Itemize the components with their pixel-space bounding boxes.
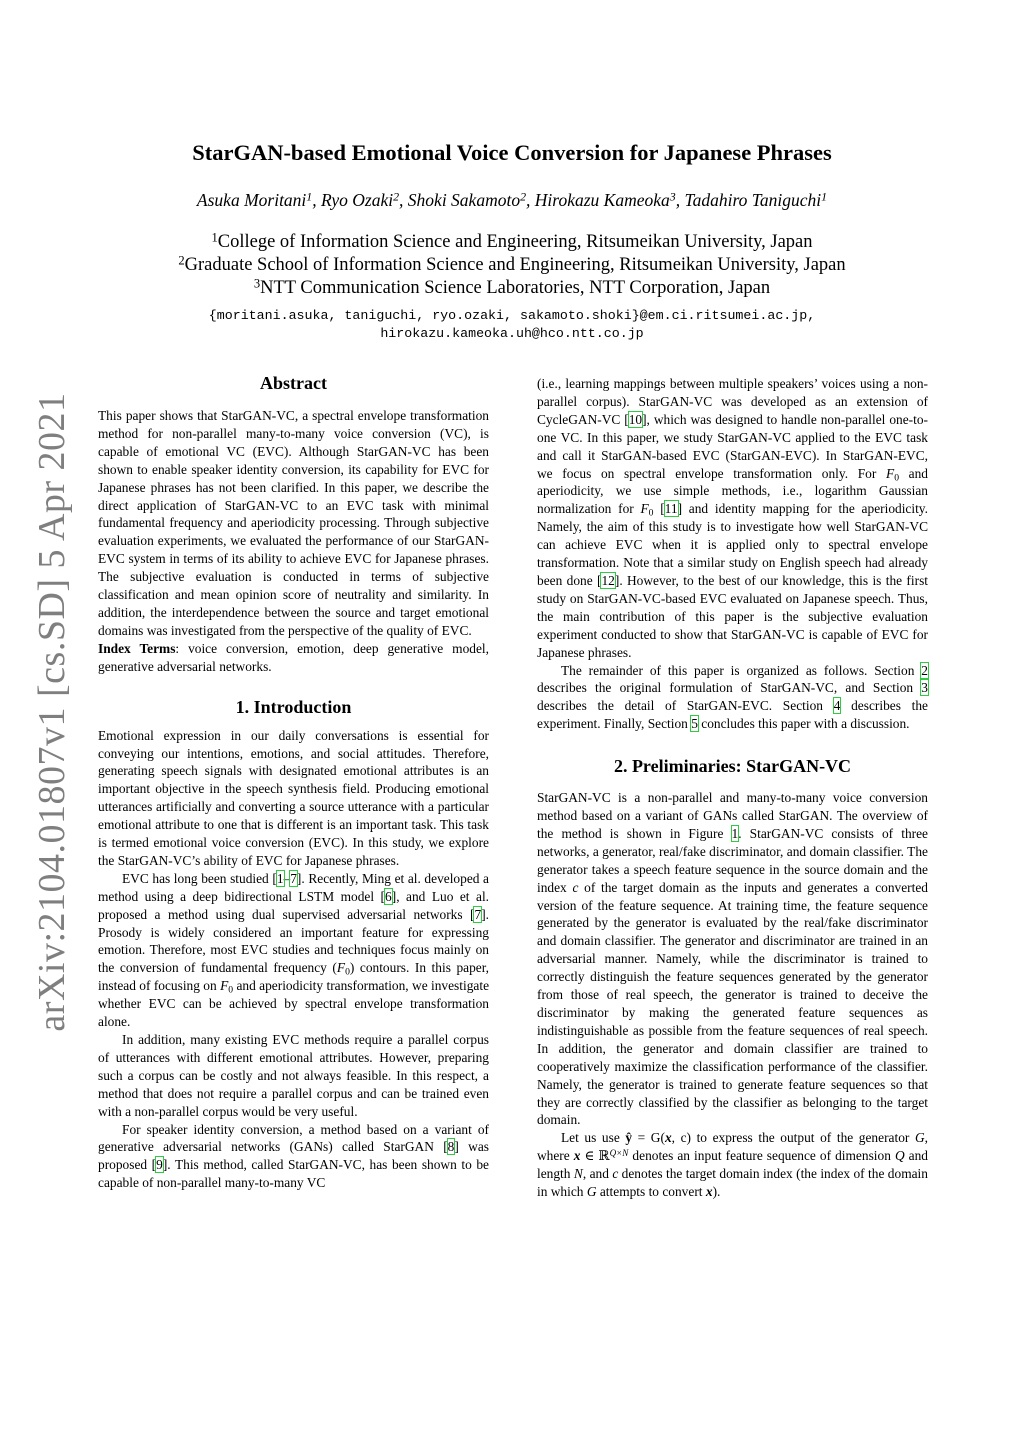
author: Tadahiro Taniguchi$^1$ <box>684 189 828 210</box>
citation-link[interactable]: 12 <box>601 572 615 588</box>
citation-link[interactable]: 7 <box>474 906 482 922</box>
intro-paragraph: EVC has long been studied [1–7]. Recently, Ming et al. developed a method using a deep bidirectional LSTM model [6], and Luo et al. proposed a method using dual supervised adversarial networks [7]. Prosody is widely considered an important feature for expressing emotion. Therefore, most EVC studies and techniques focus mainly on the conversion of fundamental frequency $(F_0)$ contours. In this paper, instead of focusing on $F_0$ and aperiodicity transformation, we investigate whether EVC can be achieved by spectral envelope transformation alone. <box>98 870 490 1030</box>
body-paragraph: StarGAN-VC is a non-parallel and many-to-many voice conversion method based on a variant of GANs called StarGAN. The overview of the method is shown in Figure 1. StarGAN-VC consists of three networks, a generator, real/fake discriminator, and domain classifier. The generator takes a speech feature sequence in the source domain and the index c of the target domain as the inputs and generates a converted version of the feature sequence. At training time, the feature sequence generated by the generator is evaluated by the real/fake discriminator and domain classifier. The generator and discriminator are trained in an adversarial manner. Namely, while the discriminator is trained to correctly distinguish the feature sequences generated by the generator from those of real speech, the generator is trained to deceive the discriminator by making the generated feature sequences as indistinguishable as possible from the feature sequences of real speech. In addition, the generator and domain classifier are trained to cooperatively maximize the classification performance of the classifier. Namely, the generator is trained to generate feature sequences so that they are correctly classified by the classifier as belonging to the target domain. <box>537 790 928 1128</box>
author-emails <box>0 307 1024 343</box>
citation-link[interactable]: 6 <box>385 888 392 904</box>
index-terms: Index Terms: voice conversion, emotion, deep generative model, generative adversarial networks. <box>98 640 489 674</box>
body-paragraph: Let us use ŷ = G(x, c) to express the output of the generator G, where x ∈ ℝ$^{Q\times N}$ denotes an input feature sequence of dimension Q and length N, and c denotes the target domain index (the index of the domain in which G attempts to convert x). <box>537 1130 928 1200</box>
citation-link[interactable]: 9 <box>156 1157 163 1173</box>
abstract-text: This paper shows that StarGAN-VC, a spectral envelope transformation method for non-parallel many-to-many voice conversion (VC), is capable of emotional VC (EVC). Although StarGAN-VC has been shown to enable speaker identity conversion, its capability for EVC for Japanese phrases has not been clarified. In this paper, we describe the direct application of StarGAN-VC to an EVC task with minimal fundamental frequency and aperiodicity processing. Through subjective evaluation experiments, we evaluated the performance of our StarGAN-EVC system in terms of its ability to achieve EVC for Japanese phrases. The subjective evaluation is conducted in terms of subjective classification and mean opinion score of neutrality and similarity. In addition, the interdependence between the source and target emotional domains was investigated from the perspective of the quality of EVC. <box>98 408 489 638</box>
author: Ryo Ozaki$^2$, <box>321 189 408 210</box>
intro-paragraph: In addition, many existing EVC methods require a parallel corpus of utterances with different emotional attributes. However, preparing such a corpus can be costly and not always feasible. In this respect, a method that does not require a parallel corpus and can be trained even with a non-parallel corpus would be very useful. <box>98 1032 489 1119</box>
abstract-heading: Abstract <box>260 373 327 393</box>
author-list <box>0 190 1024 211</box>
figure-link[interactable]: 1 <box>731 825 739 841</box>
citation-link[interactable]: 1 <box>276 870 284 886</box>
section-link[interactable]: 2 <box>921 662 928 678</box>
intro-heading: 1. Introduction <box>235 696 352 717</box>
intro-paragraph: Emotional expression in our daily conversations is essential for conveying our intentions, emotions, and social attitudes. Therefore, generating speech signals with designated emotional attributes is an important objective in the speech synthesis field. Producing emotional utterances artificially and converting a source utterance with a particular emotional attribute to one that is different is an important task. This task is termed emotional voice conversion (EVC). In this study, we explore the StarGAN-VC’s ability of EVC for Japanese phrases. <box>98 727 489 868</box>
author: Shoki Sakamoto$^2$, <box>407 189 535 210</box>
preliminaries-heading: 2. Preliminaries: StarGAN-VC <box>613 756 852 777</box>
author: Asuka Moritani$^1$, <box>196 189 321 210</box>
left-column <box>98 372 489 1192</box>
section-link[interactable]: 3 <box>921 680 928 696</box>
citation-link[interactable]: 7 <box>290 870 297 886</box>
affiliation-list <box>0 231 1024 300</box>
email-line: hirokazu.kameoka.uh@hco.ntt.co.jp <box>380 326 644 341</box>
section-link[interactable]: 4 <box>833 698 841 714</box>
affiliation: $^3$NTT Communication Science Laboratories, NTT Corporation, Japan <box>253 276 771 298</box>
email-line: {moritani.asuka, taniguchi, ryo.ozaki, sakamoto.shoki}@em.ci.ritsumei.ac.jp, <box>208 308 816 323</box>
arxiv-identifier-text: arXiv:2104.01807v1 [cs.SD] 5 Apr 2021 <box>31 392 73 1032</box>
intro-paragraph: For speaker identity conversion, a method based on a variant of generative adversarial networks (GANs) called StarGAN [8] was proposed [9]. This method, called StarGAN-VC, has been shown to be capable of non-parallel many-to-many VC <box>98 1121 489 1191</box>
paper-title: StarGAN-based Emotional Voice Conversion for Japanese Phrases <box>192 140 832 165</box>
citation-link[interactable]: 8 <box>447 1139 455 1155</box>
body-paragraph: (i.e., learning mappings between multiple speakers’ voices using a non-parallel corpus). StarGAN-VC was developed as an extension of CycleGAN-VC [10], which was designed to handle non-parallel one-to-one VC. In this paper, we study StarGAN-VC applied to the EVC task and call it StarGAN-based EVC (StarGAN-EVC). In StarGAN-EVC, we focus on spectral envelope transformation only. For $F_0$ and aperiodicity, we use simple methods, i.e., logarithm Gaussian normalization for $F_0$ [11] and identity mapping for the aperiodicity. Namely, the aim of this study is to investigate how well StarGAN-VC can achieve EVC when it is applied only to spectral envelope transformation. Note that a similar study on English speech had already been done [12]. However, to the best of our knowledge, this is the first study on StarGAN-VC-based EVC evaluated on Japanese speech. Thus, the main contribution of this paper is the subjective evaluation experiment conducted to show that StarGAN-VC is capable of EVC for Japanese phrases. <box>537 376 928 660</box>
section-link[interactable]: 5 <box>691 716 698 732</box>
affiliation: $^1$College of Information Science and Engineering, Ritsumeikan University, Japan <box>211 230 813 252</box>
author: Hirokazu Kameoka$^3$, <box>534 189 685 210</box>
body-paragraph: The remainder of this paper is organized as follows. Section 2 describes the original formulation of StarGAN-VC, and Section 3 describes the detail of StarGAN-EVC. Section 4 describes the experiment. Finally, Section 5 concludes this paper with a discussion. <box>537 662 928 732</box>
affiliation: $^2$Graduate School of Information Science and Engineering, Ritsumeikan University, Japan <box>178 253 846 275</box>
right-column <box>537 375 928 1201</box>
citation-link[interactable]: 11 <box>664 501 678 517</box>
citation-link[interactable]: 10 <box>628 411 643 427</box>
